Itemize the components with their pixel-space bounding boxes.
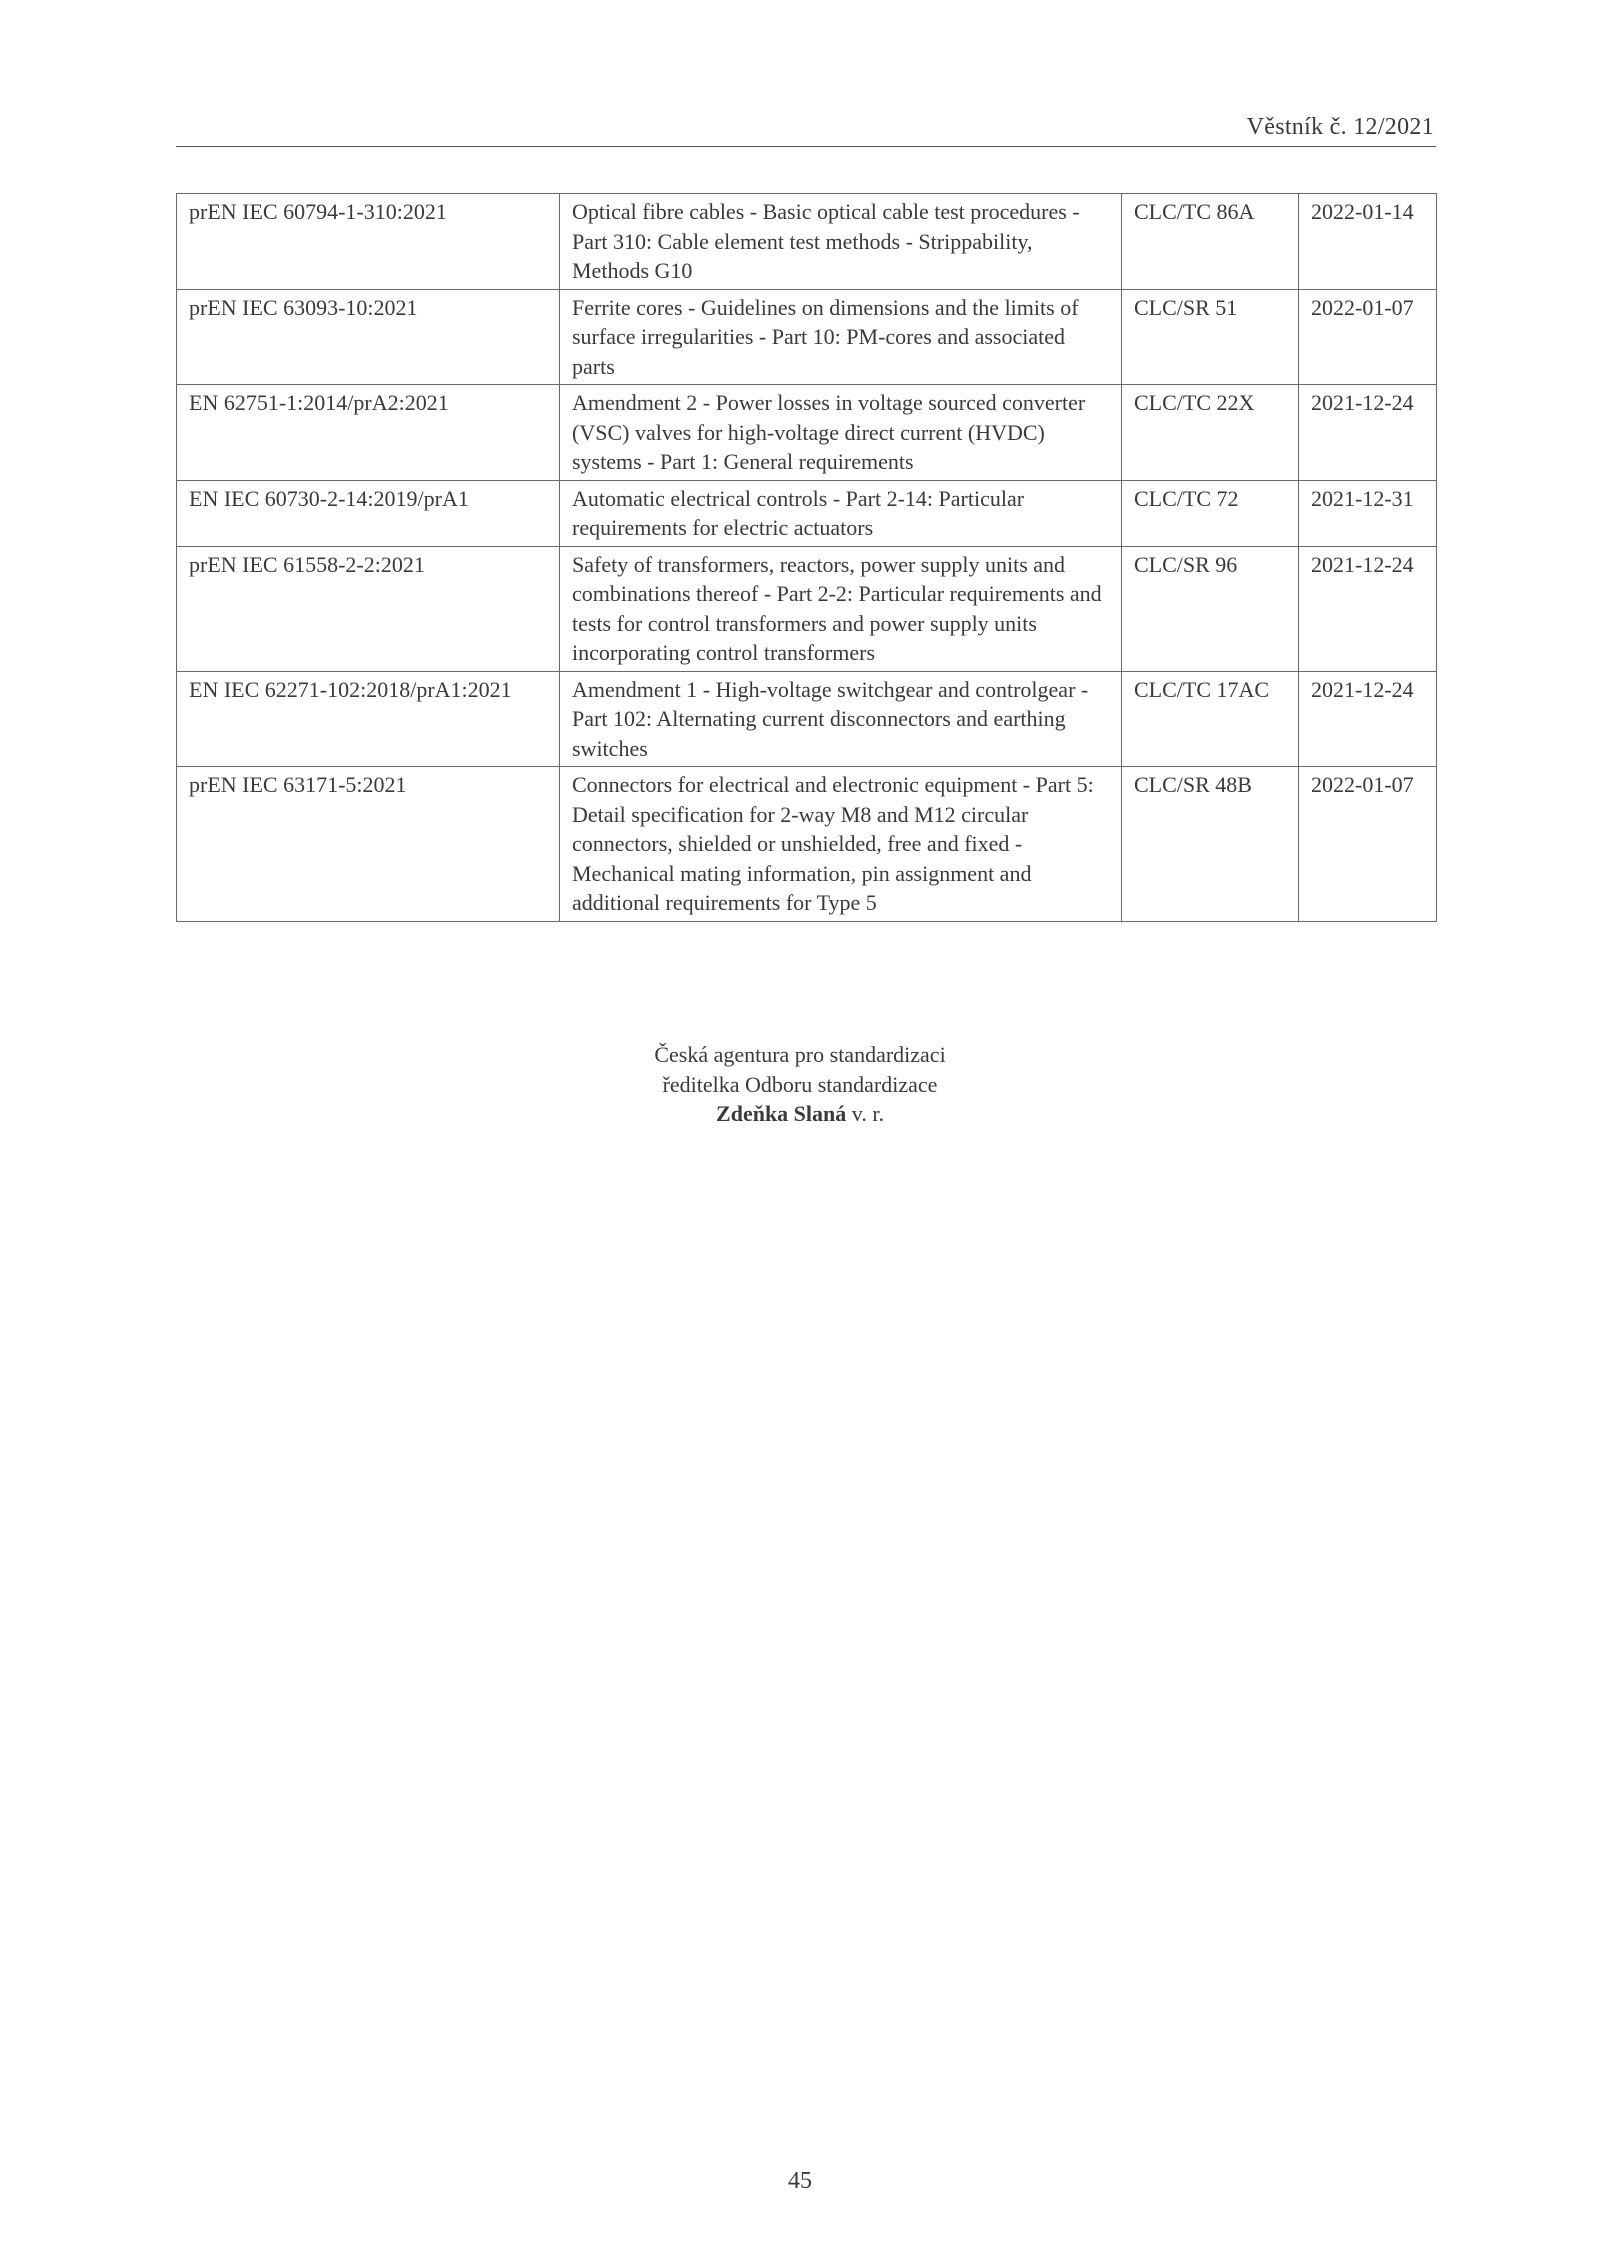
committee-cell: CLC/SR 48B: [1122, 767, 1299, 922]
title-cell: Ferrite cores - Guidelines on dimensions and the limits of surface irregularities - Part 10: PM-cores and associated parts: [560, 289, 1122, 385]
committee-cell: CLC/SR 51: [1122, 289, 1299, 385]
date-cell: 2022-01-07: [1299, 767, 1437, 922]
table-row: [177, 385, 1437, 481]
date-cell: 2021-12-24: [1299, 385, 1437, 481]
signature-line: [0, 1099, 1600, 1129]
title-cell: Amendment 2 - Power losses in voltage sourced converter (VSC) valves for high-voltage direct current (HVDC) systems - Part 1: General requirements: [560, 385, 1122, 481]
table-row: [177, 767, 1437, 922]
page-header: [176, 108, 1436, 147]
signatory-name: Zdeňka Slaná: [716, 1101, 847, 1126]
title-cell: Connectors for electrical and electronic equipment - Part 5: Detail specification for 2-way M8 and M12 circular connectors, shielded or unshielded, free and fixed - Mechanical mating information, pin assignment and additional requirements for Type 5: [560, 767, 1122, 922]
designation-cell: prEN IEC 60794-1-310:2021: [177, 194, 560, 290]
committee-cell: CLC/TC 17AC: [1122, 671, 1299, 767]
designation-cell: EN IEC 62271-102:2018/prA1:2021: [177, 671, 560, 767]
signature-position: ředitelka Odboru standardizace: [662, 1071, 938, 1097]
table-row: [177, 480, 1437, 546]
title-cell: Safety of transformers, reactors, power supply units and combinations thereof - Part 2-2: Particular requirements and tests for control transformers and power supply units incorporating control transformers: [560, 546, 1122, 671]
journal-title: Věstník č. 12/2021: [1246, 114, 1434, 140]
date-cell: 2022-01-07: [1299, 289, 1437, 385]
committee-cell: CLC/SR 96: [1122, 546, 1299, 671]
date-cell: 2021-12-24: [1299, 671, 1437, 767]
table-row: [177, 546, 1437, 671]
designation-cell: prEN IEC 61558-2-2:2021: [177, 546, 560, 671]
date-cell: 2022-01-14: [1299, 194, 1437, 290]
table-row: [177, 289, 1437, 385]
signature-suffix: v. r.: [846, 1101, 884, 1126]
designation-cell: prEN IEC 63171-5:2021: [177, 767, 560, 922]
committee-cell: CLC/TC 22X: [1122, 385, 1299, 481]
committee-cell: CLC/TC 72: [1122, 480, 1299, 546]
designation-cell: prEN IEC 63093-10:2021: [177, 289, 560, 385]
committee-cell: CLC/TC 86A: [1122, 194, 1299, 290]
title-cell: Optical fibre cables - Basic optical cable test procedures - Part 310: Cable element test methods - Strippability, Methods G10: [560, 194, 1122, 290]
designation-cell: EN IEC 60730-2-14:2019/prA1: [177, 480, 560, 546]
title-cell: Amendment 1 - High-voltage switchgear and controlgear - Part 102: Alternating current disconnectors and earthing switches: [560, 671, 1122, 767]
signature-organization: Česká agentura pro standardizaci: [654, 1042, 946, 1067]
title-cell: Automatic electrical controls - Part 2-14: Particular requirements for electric actuators: [560, 480, 1122, 546]
page-number: 45: [788, 2168, 812, 2194]
date-cell: 2021-12-24: [1299, 546, 1437, 671]
date-cell: 2021-12-31: [1299, 480, 1437, 546]
table-row: [177, 671, 1437, 767]
standards-table: [176, 193, 1437, 922]
table-row: [177, 194, 1437, 290]
signature-block: [0, 1040, 1600, 1129]
designation-cell: EN 62751-1:2014/prA2:2021: [177, 385, 560, 481]
